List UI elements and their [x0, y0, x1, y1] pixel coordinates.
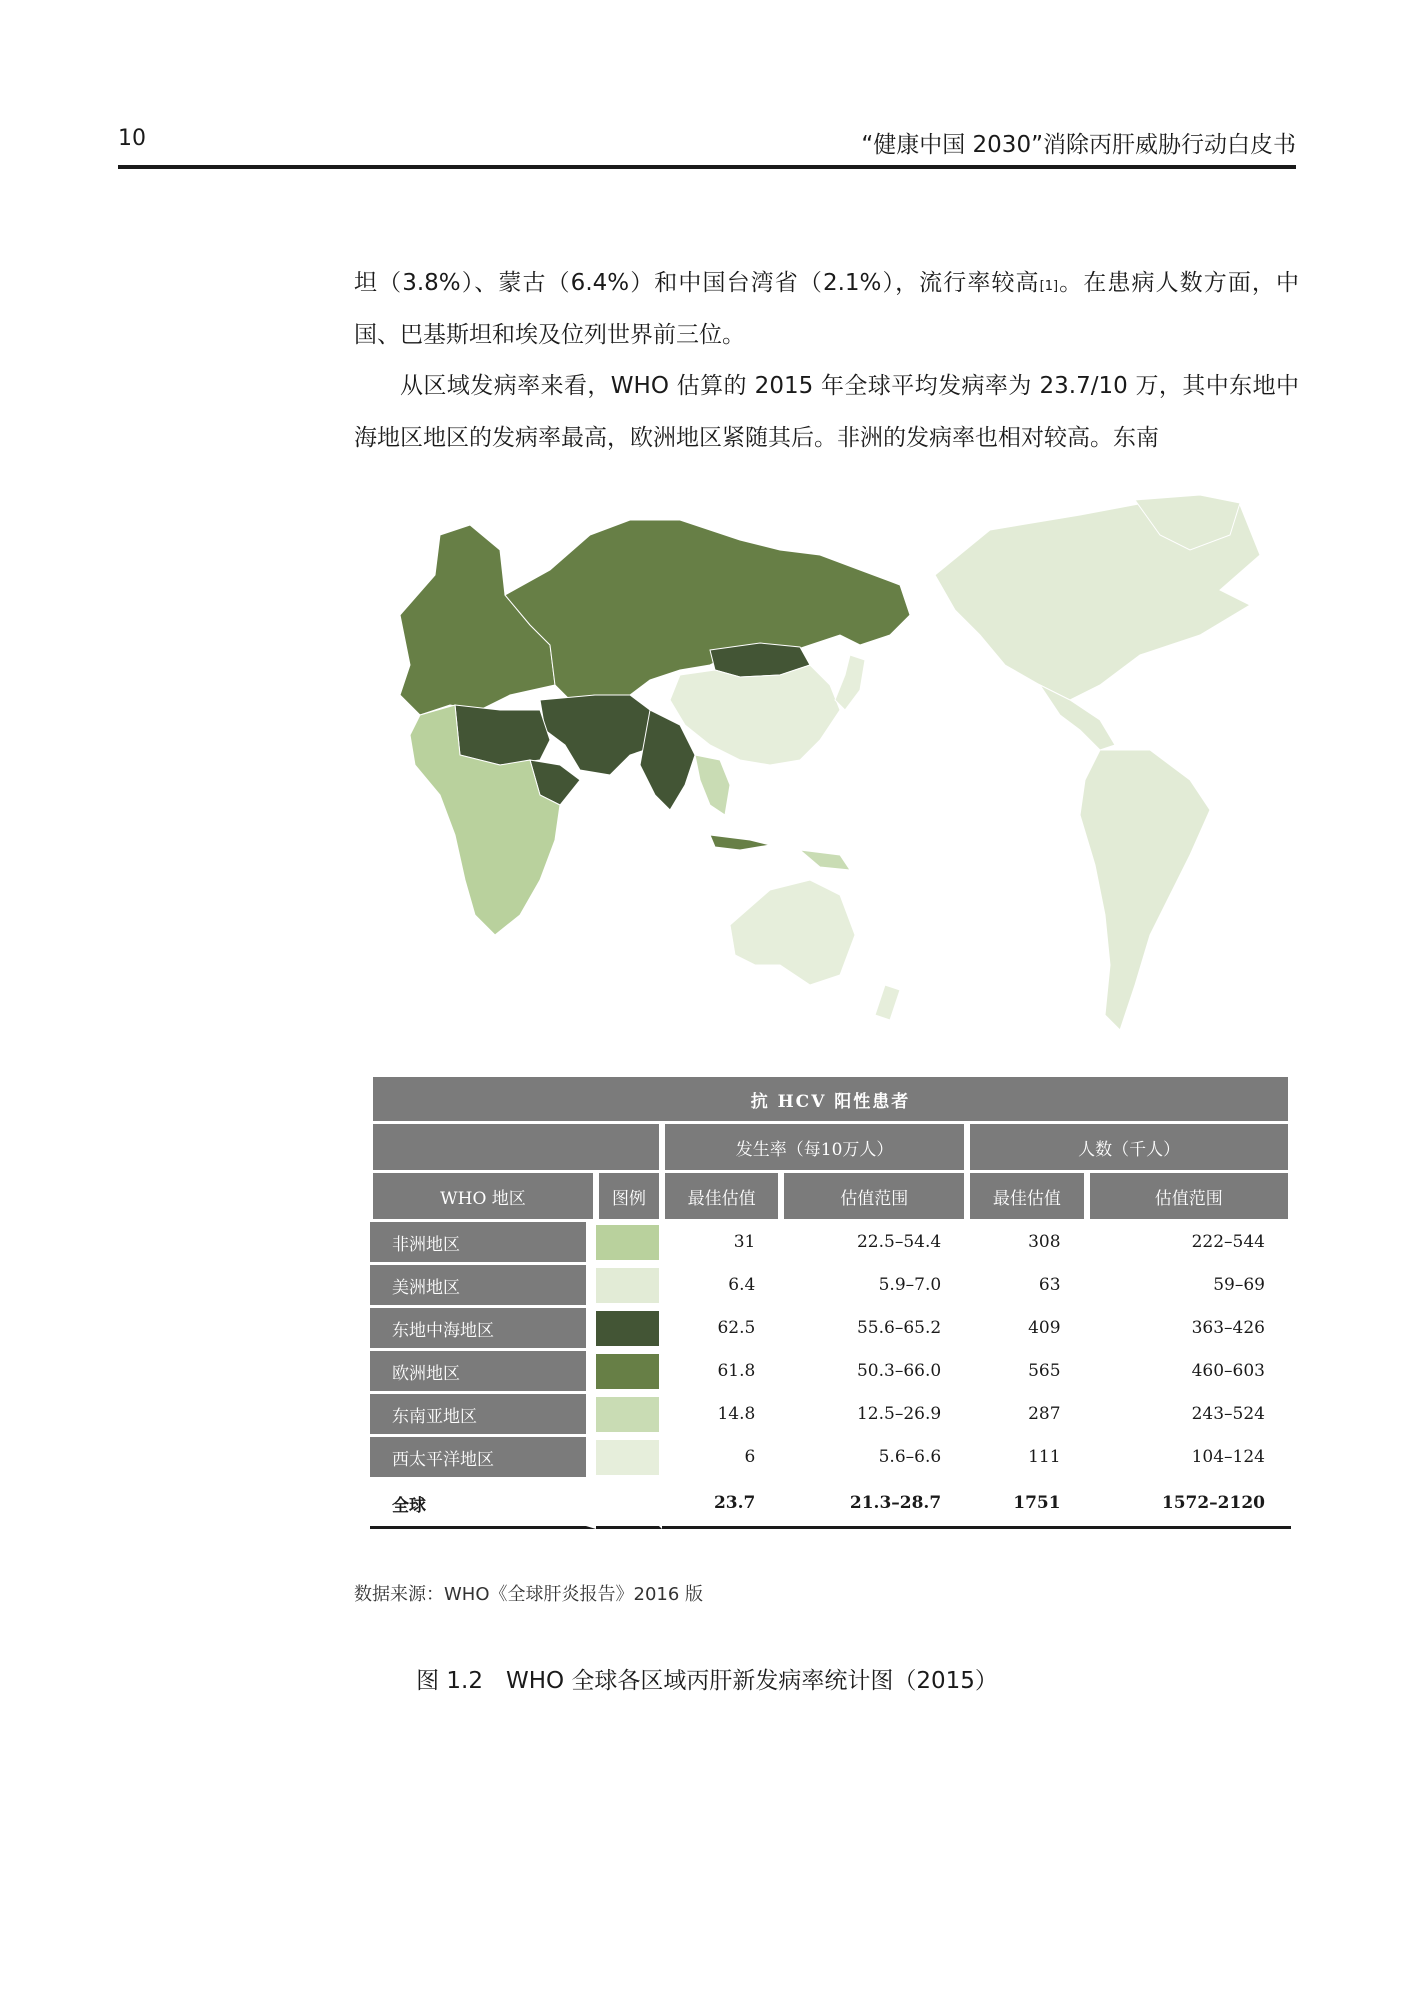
table-row: [370, 1265, 1291, 1308]
row-count: 63: [967, 1265, 1086, 1308]
row-region: 欧洲地区: [370, 1351, 596, 1394]
row-rate: 61.8: [662, 1351, 781, 1394]
col-region-header: WHO 地区: [370, 1173, 596, 1222]
legend-swatch: [596, 1354, 659, 1389]
world-map: [380, 495, 1280, 1040]
map-region-south-america: [1080, 750, 1210, 1030]
legend-swatch: [596, 1225, 659, 1260]
map-region-new-zealand: [875, 985, 900, 1020]
row-legend: [596, 1437, 662, 1480]
table-title: 抗 HCV 阳性患者: [370, 1077, 1291, 1124]
row-region: 西太平洋地区: [370, 1437, 596, 1480]
table-row: [370, 1351, 1291, 1394]
row-count-range: 222–544: [1087, 1222, 1291, 1265]
row-rate: 6.4: [662, 1265, 781, 1308]
row-rate: 62.5: [662, 1308, 781, 1351]
row-rate-range: 5.9–7.0: [781, 1265, 967, 1308]
map-region-australia: [730, 880, 855, 985]
page-number: 10: [118, 126, 146, 151]
row-legend: [596, 1394, 662, 1437]
map-region-indonesia: [710, 835, 770, 850]
total-rate: 23.7: [662, 1480, 781, 1529]
data-source: 数据来源：WHO《全球肝炎报告》2016 版: [354, 1584, 704, 1605]
col-range2-header: 估值范围: [1087, 1173, 1291, 1222]
row-legend: [596, 1308, 662, 1351]
map-region-new-guinea: [800, 850, 850, 870]
table-row-total: [370, 1480, 1291, 1529]
col-best2-header: 最佳估值: [967, 1173, 1086, 1222]
row-rate: 31: [662, 1222, 781, 1265]
legend-swatch: [596, 1440, 659, 1475]
row-region: 东南亚地区: [370, 1394, 596, 1437]
running-title: “健康中国 2030”消除丙肝威胁行动白皮书: [861, 132, 1296, 158]
header-rule: [118, 165, 1296, 169]
table-row: [370, 1308, 1291, 1351]
legend-swatch: [596, 1311, 659, 1346]
total-region: 全球: [370, 1480, 596, 1529]
row-region: 非洲地区: [370, 1222, 596, 1265]
reference-mark: [1]: [1039, 279, 1059, 294]
body-paragraph-2: 从区域发病率来看，WHO 估算的 2015 年全球平均发病率为 23.7/10 万，其中东地中海地区地区的发病率最高，欧洲地区紧随其后。非洲的发病率也相对较高。东南: [354, 373, 1299, 451]
col-best-header: 最佳估值: [662, 1173, 781, 1222]
col-legend-header: 图例: [596, 1173, 662, 1222]
row-count: 409: [967, 1308, 1086, 1351]
para1-text-b: 。在患病人数方面，中国、巴基斯坦和埃及位列世界前三位。: [354, 270, 1299, 348]
total-legend: [596, 1480, 662, 1529]
row-count-range: 104–124: [1087, 1437, 1291, 1480]
row-rate: 6: [662, 1437, 781, 1480]
row-count-range: 363–426: [1087, 1308, 1291, 1351]
group-count-header: 人数（千人）: [967, 1124, 1291, 1173]
row-rate-range: 22.5–54.4: [781, 1222, 967, 1265]
row-count-range: 460–603: [1087, 1351, 1291, 1394]
legend-swatch: [596, 1397, 659, 1432]
row-rate-range: 50.3–66.0: [781, 1351, 967, 1394]
map-region-southeast-asia: [695, 755, 730, 815]
row-rate-range: 12.5–26.9: [781, 1394, 967, 1437]
total-count: 1751: [967, 1480, 1086, 1529]
map-region-china: [670, 665, 840, 765]
row-region: 东地中海地区: [370, 1308, 596, 1351]
row-rate-range: 5.6–6.6: [781, 1437, 967, 1480]
row-count: 111: [967, 1437, 1086, 1480]
row-count: 308: [967, 1222, 1086, 1265]
row-count: 287: [967, 1394, 1086, 1437]
row-rate-range: 55.6–65.2: [781, 1308, 967, 1351]
total-count-range: 1572–2120: [1087, 1480, 1291, 1529]
row-legend: [596, 1265, 662, 1308]
row-count-range: 243–524: [1087, 1394, 1291, 1437]
para1-text-a: 坦（3.8%）、蒙古（6.4%）和中国台湾省（2.1%），流行率较高: [354, 270, 1040, 296]
map-region-north-africa: [455, 705, 550, 765]
legend-swatch: [596, 1268, 659, 1303]
map-region-japan: [835, 655, 865, 710]
figure-caption: 图 1.2 WHO 全球各区域丙肝新发病率统计图（2015）: [416, 1668, 998, 1694]
total-rate-range: 21.3–28.7: [781, 1480, 967, 1529]
table-row: [370, 1437, 1291, 1480]
row-count: 565: [967, 1351, 1086, 1394]
row-region: 美洲地区: [370, 1265, 596, 1308]
row-rate: 14.8: [662, 1394, 781, 1437]
table-row: [370, 1222, 1291, 1265]
row-legend: [596, 1222, 662, 1265]
row-legend: [596, 1351, 662, 1394]
col-range-header: 估值范围: [781, 1173, 967, 1222]
hcv-table: [370, 1077, 1291, 1529]
table-row: [370, 1394, 1291, 1437]
page-header: [118, 126, 1296, 164]
body-paragraph-1: [354, 257, 1299, 361]
row-count-range: 59–69: [1087, 1265, 1291, 1308]
table-group-blank: [370, 1124, 662, 1173]
group-incidence-header: 发生率（每10万人）: [662, 1124, 967, 1173]
